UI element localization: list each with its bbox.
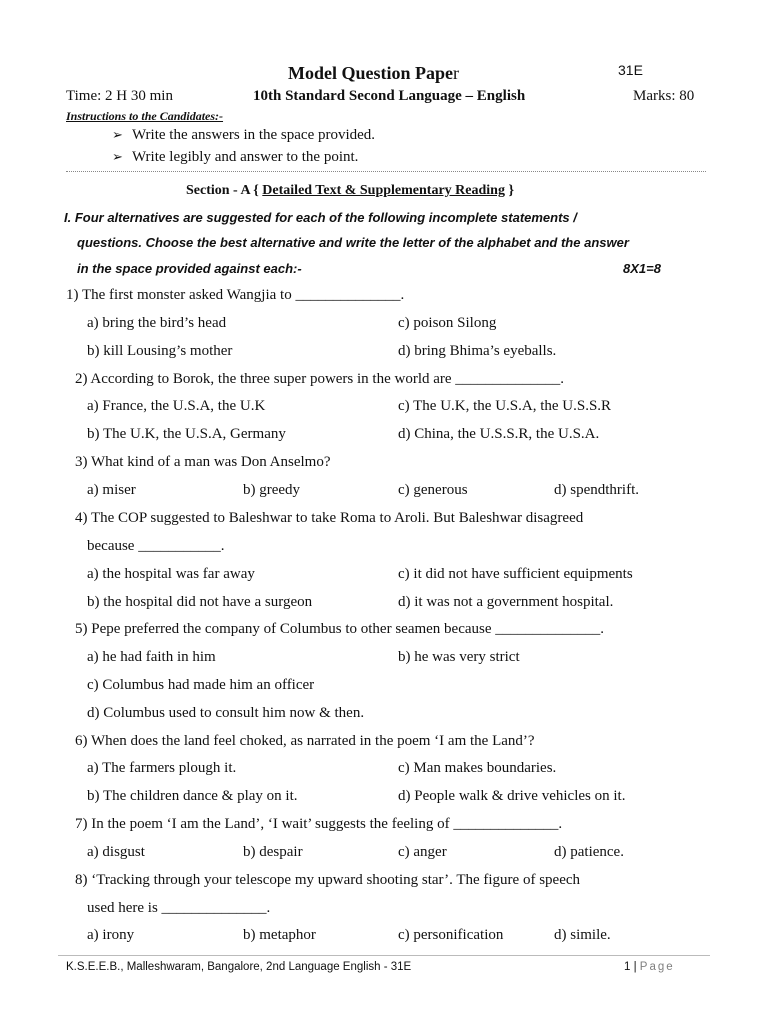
question: 6) When does the land feel choked, as narrated in the poem ‘I am the Land’? bbox=[75, 733, 535, 749]
instructions-title: Instructions to the Candidates:- bbox=[66, 109, 224, 123]
option: a) The farmers plough it. bbox=[87, 760, 237, 776]
question: 4) The COP suggested to Baleshwar to take Roma to Aroli. But Baleshwar disagreed bbox=[75, 510, 584, 526]
paper-title-tail: r bbox=[453, 63, 459, 83]
directions-marks: 8X1=8 bbox=[623, 261, 661, 276]
section-heading bbox=[186, 183, 514, 199]
option: b) greedy bbox=[243, 482, 301, 498]
question-continued: used here is ______________. bbox=[87, 900, 271, 916]
option: a) disgust bbox=[87, 844, 145, 860]
option: b) The children dance & play on it. bbox=[87, 788, 298, 804]
section-title: Detailed Text & Supplementary Reading bbox=[262, 183, 505, 198]
page-num: 1 bbox=[624, 961, 631, 973]
paper-code: 31E bbox=[618, 62, 643, 78]
divider bbox=[66, 171, 706, 172]
option: a) miser bbox=[87, 482, 136, 498]
question: 2) According to Borok, the three super powers in the world are ______________. bbox=[75, 371, 565, 387]
option: c) The U.K, the U.S.A, the U.S.S.R bbox=[398, 398, 612, 414]
option: c) generous bbox=[398, 482, 468, 498]
option: b) kill Lousing’s mother bbox=[87, 343, 233, 359]
directions-line: I. Four alternatives are suggested for each of the following incomplete statements / bbox=[64, 210, 577, 225]
option: b) he was very strict bbox=[398, 649, 520, 665]
exam-marks: Marks: 80 bbox=[633, 88, 695, 104]
option: a) he had faith in him bbox=[87, 649, 216, 665]
option: d) spendthrift. bbox=[554, 482, 639, 498]
question: 3) What kind of a man was Don Anselmo? bbox=[75, 454, 331, 470]
instruction-item bbox=[112, 127, 375, 144]
option: d) Columbus used to consult him now & then. bbox=[87, 705, 365, 721]
arrow-bullet-icon: ➢ bbox=[112, 149, 123, 164]
option: d) it was not a government hospital. bbox=[398, 594, 614, 610]
exam-time: Time: 2 H 30 min bbox=[66, 88, 173, 104]
option: a) France, the U.S.A, the U.K bbox=[87, 398, 266, 414]
exam-subject bbox=[253, 88, 525, 105]
option: a) the hospital was far away bbox=[87, 566, 255, 582]
option: a) bring the bird’s head bbox=[87, 315, 227, 331]
paper-title-text: Model Question Pape bbox=[288, 63, 453, 83]
directions-line: questions. Choose the best alternative and write the letter of the alphabet and the answer bbox=[77, 235, 629, 250]
page-word: Page bbox=[639, 961, 675, 973]
option: d) bring Bhima’s eyeballs. bbox=[398, 343, 557, 359]
paper-title bbox=[288, 63, 459, 84]
option: c) Columbus had made him an officer bbox=[87, 677, 315, 693]
section-suffix: } bbox=[508, 183, 515, 198]
page-number bbox=[624, 961, 675, 973]
instruction-text: Write legibly and answer to the point. bbox=[132, 149, 359, 165]
option: c) poison Silong bbox=[398, 315, 497, 331]
section-prefix: Section - A { bbox=[186, 183, 259, 198]
question: 8) ‘Tracking through your telescope my upward shooting star’. The figure of speech bbox=[75, 872, 581, 888]
question: 5) Pepe preferred the company of Columbus to other seamen because ______________. bbox=[75, 621, 605, 637]
instruction-item bbox=[112, 149, 358, 166]
footer-divider bbox=[58, 955, 710, 956]
question-continued: because ___________. bbox=[87, 538, 225, 554]
footer-source: K.S.E.E.B., Malleshwaram, Bangalore, 2nd Language English - 31E bbox=[66, 961, 412, 973]
option: d) China, the U.S.S.R, the U.S.A. bbox=[398, 426, 600, 442]
question: 7) In the poem ‘I am the Land’, ‘I wait’ suggests the feeling of ______________. bbox=[75, 816, 563, 832]
option: c) anger bbox=[398, 844, 447, 860]
option: b) The U.K, the U.S.A, Germany bbox=[87, 426, 286, 442]
arrow-bullet-icon: ➢ bbox=[112, 127, 123, 142]
exam-subject-text: 10th Standard Second Language – English bbox=[253, 88, 526, 104]
option: b) the hospital did not have a surgeon bbox=[87, 594, 313, 610]
directions-line: in the space provided against each:- bbox=[77, 261, 302, 276]
option: c) personification bbox=[398, 927, 504, 943]
option: d) simile. bbox=[554, 927, 611, 943]
option: d) patience. bbox=[554, 844, 624, 860]
option: b) despair bbox=[243, 844, 303, 860]
option: a) irony bbox=[87, 927, 135, 943]
option: c) it did not have sufficient equipments bbox=[398, 566, 633, 582]
page-sep: | bbox=[630, 961, 640, 973]
option: c) Man makes boundaries. bbox=[398, 760, 557, 776]
instruction-text: Write the answers in the space provided. bbox=[132, 127, 376, 143]
option: d) People walk & drive vehicles on it. bbox=[398, 788, 626, 804]
option: b) metaphor bbox=[243, 927, 316, 943]
question: 1) The first monster asked Wangjia to ______________. bbox=[66, 287, 405, 303]
